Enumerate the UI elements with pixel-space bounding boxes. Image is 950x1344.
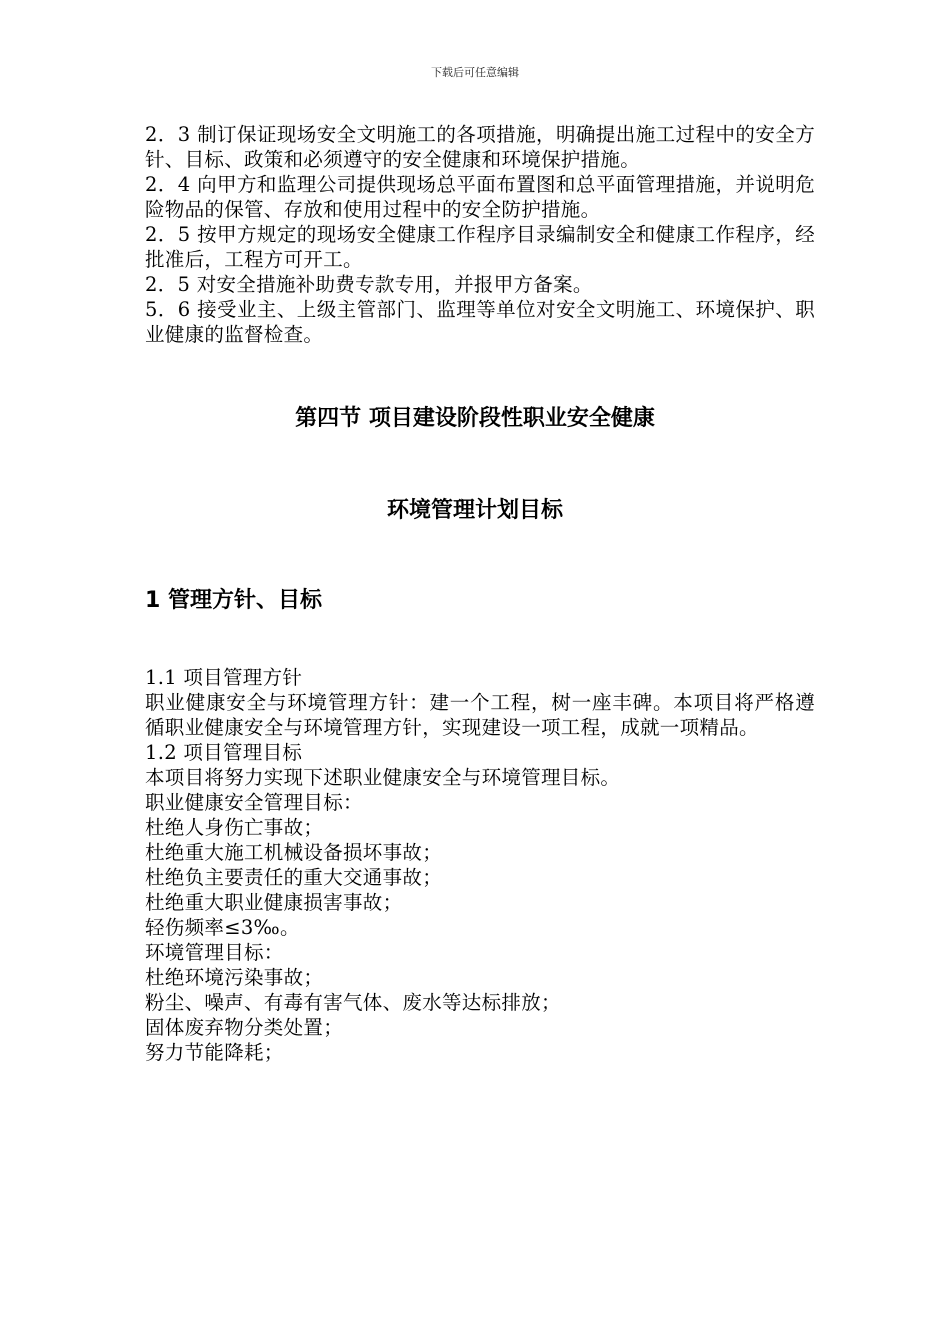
goal-line: 固体废弃物分类处置；	[145, 1016, 344, 1039]
page-header: 下载后可任意编辑	[431, 66, 519, 79]
item-1-2-heading: 1.2 项目管理目标	[145, 741, 303, 764]
goal-line: 杜绝重大职业健康损害事故；	[145, 891, 403, 914]
section-title-line2: 环境管理计划目标	[386, 498, 563, 523]
goal-line: 杜绝重大施工机械设备损坏事故；	[145, 841, 443, 864]
goal-line: 杜绝人身伤亡事故；	[145, 816, 324, 839]
goal-line: 杜绝环境污染事故；	[145, 966, 324, 989]
bottom-paragraph-block	[145, 665, 815, 1065]
section-title-line1: 第四节 项目建设阶段性职业安全健康	[295, 406, 655, 431]
goal-line: 粉尘、噪声、有毒有害气体、废水等达标排放；	[145, 991, 561, 1014]
paragraph-5-6: 5．6 接受业主、上级主管部门、监理等单位对安全文明施工、环境保护、职业健康的监督检查。	[145, 298, 815, 346]
item-1-1-heading: 1.1 项目管理方针	[145, 666, 303, 689]
subsection-title: 1 管理方针、目标	[145, 588, 322, 613]
goal-line: 努力节能降耗；	[145, 1041, 284, 1064]
goal-line: 轻伤频率≤3‰。	[145, 916, 300, 939]
paragraph-2-5-program: 2．5 按甲方规定的现场安全健康工作程序目录编制安全和健康工作程序，经批准后，工程方可开工。	[145, 223, 815, 271]
policy-paragraph: 职业健康安全与环境管理方针：建一个工程，树一座丰碑。本项目将严格遵循职业健康安全与环境管理方针，实现建设一项工程，成就一项精品。	[145, 691, 815, 739]
ohs-goals-label: 职业健康安全管理目标：	[145, 791, 363, 814]
env-goals-label: 环境管理目标：	[145, 941, 284, 964]
top-paragraph-block	[145, 122, 815, 347]
goal-line: 杜绝负主要责任的重大交通事故；	[145, 866, 443, 889]
paragraph-2-4: 2．4 向甲方和监理公司提供现场总平面布置图和总平面管理措施，并说明危险物品的保管、存放和使用过程中的安全防护措施。	[145, 173, 815, 221]
paragraph-2-5-funds: 2．5 对安全措施补助费专款专用，并报甲方备案。	[145, 273, 593, 296]
paragraph-2-3: 2．3 制订保证现场安全文明施工的各项措施，明确提出施工过程中的安全方针、目标、政策和必须遵守的安全健康和环境保护措施。	[145, 123, 815, 171]
goals-intro: 本项目将努力实现下述职业健康安全与环境管理目标。	[145, 766, 621, 789]
